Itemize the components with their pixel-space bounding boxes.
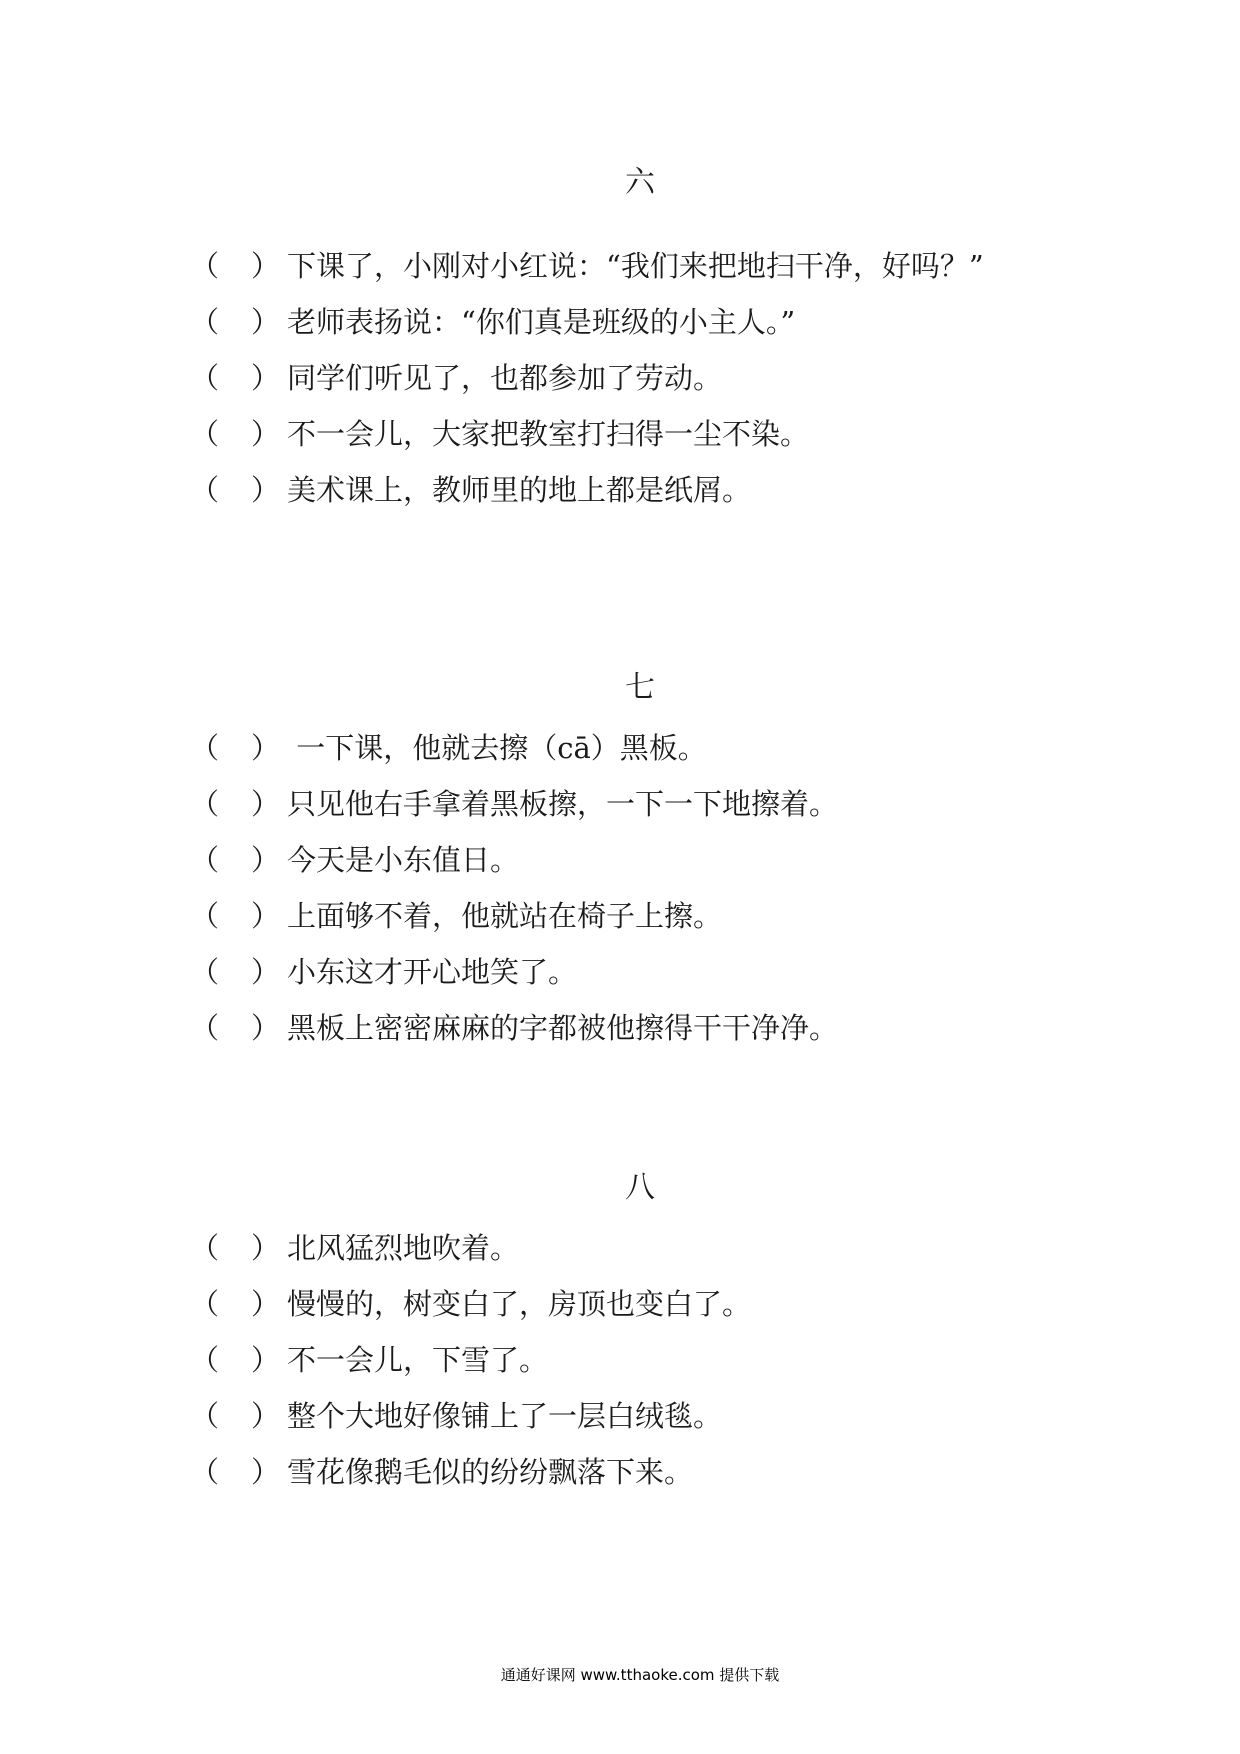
sentence-item [190,348,984,404]
sentence-text: 一下课，他就去擦（cā）黑板。 [287,730,707,765]
footer-credit: 通通好课网 www.tthaoke.com 提供下载 [500,1666,780,1684]
paren-open: （ [190,1342,220,1377]
answer-blank[interactable] [190,356,280,397]
answer-slot[interactable] [219,473,251,503]
section-title-7: 七 [625,670,655,705]
paren-close: ） [250,1010,280,1045]
paren-open: （ [190,360,220,395]
answer-slot[interactable] [219,1231,251,1261]
paren-close: ） [250,1398,280,1433]
sentence-list-8 [190,1218,751,1498]
sentence-text: 老师表扬说：“你们真是班级的小主人。” [287,304,796,339]
answer-blank[interactable] [190,838,280,879]
answer-slot[interactable] [219,843,251,873]
sentence-item [190,404,984,460]
answer-blank[interactable] [190,1006,280,1047]
paren-open: （ [190,842,220,877]
answer-slot[interactable] [219,787,251,817]
sentence-item [190,998,838,1054]
sentence-list-7 [190,718,838,1054]
answer-blank[interactable] [190,244,280,285]
sentence-text: 雪花像鹅毛似的纷纷飘落下来。 [287,1454,694,1489]
paren-close: ） [250,954,280,989]
answer-slot[interactable] [219,1011,251,1041]
sentence-text: 慢慢的，树变白了，房顶也变白了。 [287,1286,752,1321]
paren-open: （ [190,1010,220,1045]
sentence-text: 北风猛烈地吹着。 [287,1230,520,1265]
paren-open: （ [190,1230,220,1265]
answer-slot[interactable] [219,1287,251,1317]
paren-close: ） [250,730,280,765]
answer-slot[interactable] [219,361,251,391]
sentence-text: 黑板上密密麻麻的字都被他擦得干干净净。 [287,1010,839,1045]
sentence-item [190,236,984,292]
sentence-text: 小东这才开心地笑了。 [287,954,578,989]
answer-blank[interactable] [190,894,280,935]
sentence-item [190,830,838,886]
sentence-text: 下课了，小刚对小红说：“我们来把地扫干净，好吗？” [287,248,984,283]
answer-slot[interactable] [219,305,251,335]
answer-blank[interactable] [190,412,280,453]
paren-close: ） [250,360,280,395]
answer-blank[interactable] [190,300,280,341]
sentence-item [190,1218,751,1274]
sentence-item [190,718,838,774]
answer-slot[interactable] [219,955,251,985]
sentence-text: 美术课上，教师里的地上都是纸屑。 [287,472,752,507]
paren-open: （ [190,730,220,765]
sentence-item [190,292,984,348]
answer-slot[interactable] [219,899,251,929]
sentence-list-6 [190,236,984,516]
paren-close: ） [250,248,280,283]
answer-blank[interactable] [190,1282,280,1323]
paren-close: ） [250,1230,280,1265]
answer-blank[interactable] [190,950,280,991]
paren-open: （ [190,248,220,283]
paren-open: （ [190,954,220,989]
answer-blank[interactable] [190,726,280,767]
paren-close: ） [250,1342,280,1377]
paren-open: （ [190,1398,220,1433]
sentence-item [190,1386,751,1442]
answer-blank[interactable] [190,468,280,509]
sentence-item [190,1442,751,1498]
answer-slot[interactable] [219,249,251,279]
sentence-item [190,1330,751,1386]
answer-blank[interactable] [190,1394,280,1435]
answer-slot[interactable] [219,1455,251,1485]
answer-blank[interactable] [190,1226,280,1267]
sentence-text: 不一会儿，大家把教室打扫得一尘不染。 [287,416,810,451]
section-title-6: 六 [625,165,655,200]
paren-close: ） [250,472,280,507]
paren-close: ） [250,1286,280,1321]
sentence-item [190,460,984,516]
answer-slot[interactable] [219,417,251,447]
sentence-item [190,1274,751,1330]
paren-close: ） [250,1454,280,1489]
paren-close: ） [250,898,280,933]
answer-blank[interactable] [190,1338,280,1379]
section-title-8: 八 [625,1170,655,1205]
sentence-text: 只见他右手拿着黑板擦，一下一下地擦着。 [287,786,839,821]
paren-close: ） [250,304,280,339]
paren-open: （ [190,898,220,933]
paren-open: （ [190,472,220,507]
answer-slot[interactable] [219,731,251,761]
sentence-item [190,942,838,998]
answer-slot[interactable] [219,1399,251,1429]
paren-open: （ [190,786,220,821]
sentence-text: 不一会儿，下雪了。 [287,1342,549,1377]
sentence-text: 今天是小东值日。 [287,842,520,877]
paren-open: （ [190,1454,220,1489]
sentence-text: 上面够不着，他就站在椅子上擦。 [287,898,723,933]
answer-blank[interactable] [190,782,280,823]
paren-open: （ [190,416,220,451]
paren-open: （ [190,1286,220,1321]
paren-open: （ [190,304,220,339]
paren-close: ） [250,416,280,451]
sentence-item [190,886,838,942]
paren-close: ） [250,842,280,877]
paren-close: ） [250,786,280,821]
answer-blank[interactable] [190,1450,280,1491]
sentence-text: 同学们听见了，也都参加了劳动。 [287,360,723,395]
sentence-text: 整个大地好像铺上了一层白绒毯。 [287,1398,723,1433]
sentence-item [190,774,838,830]
answer-slot[interactable] [219,1343,251,1373]
